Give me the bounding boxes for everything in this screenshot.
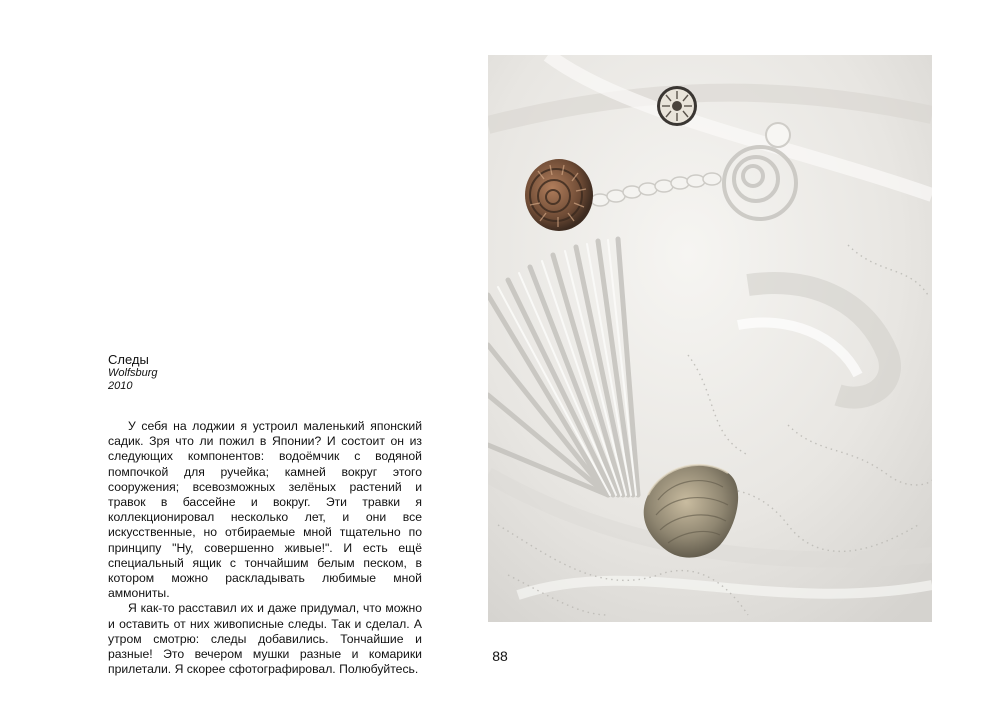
article-year: 2010	[108, 380, 133, 392]
article-paragraph-1: У себя на лоджии я устроил маленький японский садик. Зря что ли пожил в Японии? И состоит он из следующих компонентов: водоёмчик с водяной помпочкой для ручейка; камней вокруг этого сооружения; всевозможных зелёных растений и травок в бассейне и вокруг. Эти травки я коллекционировал несколько лет, и они все искусственные, но отбираемые мной тщательно по принципу "Ну, совершенно живые!". И есть ещё специальный ящик с тончайшим белым песком, в котором можно раскладывать любимые мной аммониты.	[108, 419, 422, 601]
small-ammonite	[657, 86, 697, 126]
article-place: Wolfsburg	[108, 367, 158, 379]
article-text-column	[108, 352, 422, 677]
sand-garden-illustration	[488, 55, 932, 622]
article-body	[108, 419, 422, 677]
page-number: 88	[492, 648, 508, 664]
article-title: Следы	[108, 352, 149, 367]
brown-ammonite	[525, 159, 593, 231]
article-paragraph-2: Я как-то расставил их и даже придумал, что можно и оставить от них живописные следы. Так и сделал. А утром смотрю: следы добавились. Тончайшие и разные! Это вечером мушки разные и комарики прилетали. Я скорее сфотографировал. Полюбуйтесь.	[108, 601, 422, 677]
sand-garden-photo	[488, 55, 932, 622]
